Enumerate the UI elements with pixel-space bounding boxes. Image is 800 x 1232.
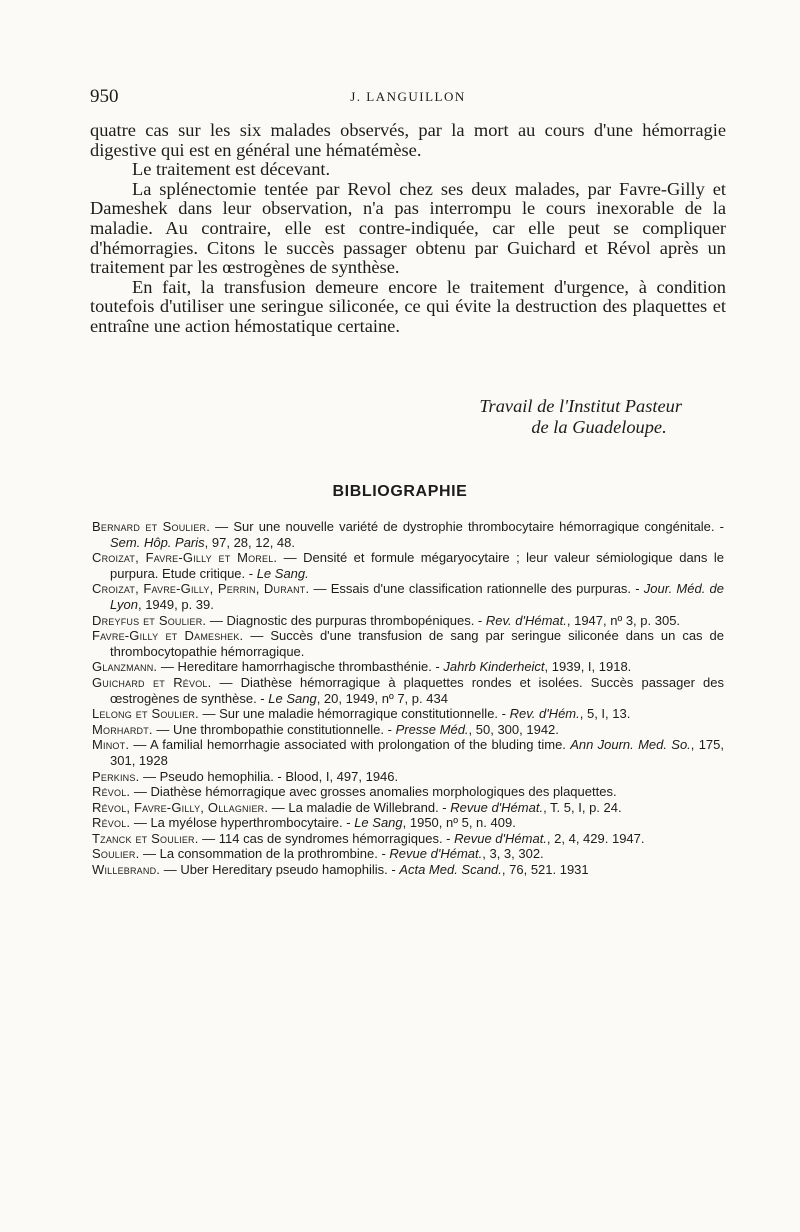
signature-line: de la Guadeloupe. [531,417,667,437]
reference-source: Le Sang [354,815,403,831]
reference-source: Rev. d'Hémat. [485,612,567,628]
reference-entry [92,815,724,831]
reference-tail: , T. 5, I, p. 24. [543,799,622,815]
reference-text: — 114 cas de syndromes hémorragiques. - [198,830,455,846]
reference-text: — Sur une nouvelle variété de dystrophie thrombocytaire hémorragique congénitale. - [210,519,724,534]
reference-entry [92,737,724,768]
reference-tail: , 97, 28, 12, 48. [204,534,296,550]
reference-entry [92,722,724,738]
reference-entry [92,784,724,800]
reference-tail: , 76, 521. 1931 [501,862,589,878]
reference-source: Acta Med. Scand. [399,862,502,878]
bibliography-title: BIBLIOGRAPHIE [332,483,468,500]
running-head: J. LANGUILLON [350,89,466,104]
reference-authors: Croizat, Favre-Gilly, Perrin, Durant. [92,581,310,597]
reference-authors: Favre-Gilly et Dameshek. [92,628,244,644]
reference-tail: , 1949, p. 39. [137,596,214,612]
reference-authors: Révol. [92,815,131,831]
bibliography-list [92,519,724,878]
reference-text: — A familial hemorrhagie associated with prolongation of the bluding time. [129,737,571,753]
reference-source: Revue d'Hémat. [450,799,544,815]
reference-text: — Une thrombopathie constitutionnelle. - [152,721,396,737]
reference-text: — Uber Hereditary pseudo hamophilis. - [160,862,400,878]
reference-tail: , 50, 300, 1942. [468,721,559,737]
paragraph: En fait, la transfusion demeure encore le traitement d'urgence, à condition toutefois d'utiliser une seringue siliconée, ce qui évite la destruction des plaquettes et entraîne une action hémostatique certaine. [90,276,726,336]
body-text [90,121,726,337]
reference-text: — Pseudo hemophilia. - Blood, I, 497, 1946. [139,768,399,784]
reference-authors: Bernard et Soulier. [92,519,211,534]
reference-authors: Willebrand. [92,862,161,878]
reference-source: Jahrb Kinderheict [443,659,545,675]
institution-signature [479,396,682,438]
reference-text: — Densité et formule mégaryocytaire ; leur valeur sémiologique dans le purpura. Etude critique. - [110,550,724,581]
reference-source: Revue d'Hémat. [389,846,483,862]
reference-entry [92,581,724,612]
reference-source: Revue d'Hémat. [454,830,547,846]
paragraph: quatre cas sur les six malades observés, par la mort au cours d'une hémorragie digestive qui est en général une hématémèse. [90,120,726,160]
reference-source: Rev. d'Hém. [509,706,580,722]
reference-tail: , 20, 1949, nº 7, p. 434 [316,690,448,706]
reference-text: — La consommation de la prothrombine. - [139,846,390,862]
reference-authors: Dreyfus et Soulier. [92,612,207,628]
reference-source: Jour. Méd. de Lyon [110,581,724,612]
reference-entry [92,519,724,550]
reference-tail: , 2, 4, 429. 1947. [546,830,645,846]
reference-tail: , 3, 3, 302. [482,846,544,862]
reference-authors: Lelong et Soulier. [92,706,199,722]
reference-source: Sem. Hôp. Paris [110,534,205,550]
reference-entry [92,613,724,629]
reference-tail: , 1947, nº 3, p. 305. [566,612,681,628]
reference-entry [92,706,724,722]
reference-entry [92,800,724,816]
reference-text: — Diathèse hémorragique à plaquettes rondes et isolées. Succès passager des œstrogènes de synthèse. - [110,674,725,706]
signature-line: Travail de l'Institut Pasteur [479,396,682,416]
reference-text: — Essais d'une classification rationnelle des purpuras. - [309,581,644,597]
paragraph: Le traitement est décevant. [132,159,331,180]
reference-text: — Hereditare hamorrhagische thrombasthénie. - [157,659,444,675]
reference-authors: Glanzmann. [92,659,158,675]
reference-entry [92,659,724,675]
reference-entry [92,862,724,878]
reference-authors: Révol. [92,784,131,800]
reference-tail: , 175, 301, 1928 [110,737,725,768]
reference-source: Presse Méd. [395,721,469,737]
reference-authors: Révol, Favre-Gilly, Ollagnier. [92,799,269,815]
reference-tail: , 5, I, 13. [579,706,631,722]
reference-authors: Tzanck et Soulier. [92,830,199,846]
page-number: 950 [90,86,119,107]
page-header [90,86,726,110]
reference-authors: Soulier. [92,846,140,862]
reference-source: Ann Journ. Med. So. [570,737,691,753]
reference-text: — Diagnostic des purpuras thrombopéniques. - [206,612,486,628]
reference-authors: Perkins. [92,768,140,784]
reference-authors: Guichard et Révol. [92,674,212,690]
reference-text: — Succès d'une transfusion de sang par seringue siliconée dans un cas de thrombocytopathie hémorragique. [110,628,725,659]
reference-entry [92,769,724,785]
reference-authors: Croizat, Favre-Gilly et Morel. [92,550,278,566]
reference-text: — Diathèse hémorragique avec grosses anomalies morphologiques des plaquettes. [130,784,617,800]
reference-tail: , 1950, nº 5, n. 409. [402,815,516,831]
reference-entry [92,675,724,706]
reference-entry [92,846,724,862]
reference-text: — La maladie de Willebrand. - [268,799,451,815]
reference-source: Le Sang. [256,565,309,581]
reference-authors: Morhardt. [92,721,153,737]
reference-source: Le Sang [268,690,317,706]
paragraph: La splénectomie tentée par Revol chez ses deux malades, par Favre-Gilly et Dameshek dans leur observation, n'a pas interrompu le cours inexorable de la maladie. Au contraire, elle est contre-indiquée, car elle peut se compliquer d'hémorragies. Citons le succès passager obtenu par Guichard et Révol après un traitement par les œstrogènes de synthèse. [90,178,726,278]
reference-entry [92,628,724,659]
reference-text: — La myélose hyperthrombocytaire. - [130,815,355,831]
reference-authors: Minot. [92,737,130,753]
reference-text: — Sur une maladie hémorragique constitutionnelle. - [198,706,510,722]
reference-tail: , 1939, I, 1918. [544,659,632,675]
reference-entry [92,831,724,847]
reference-entry [92,550,724,581]
